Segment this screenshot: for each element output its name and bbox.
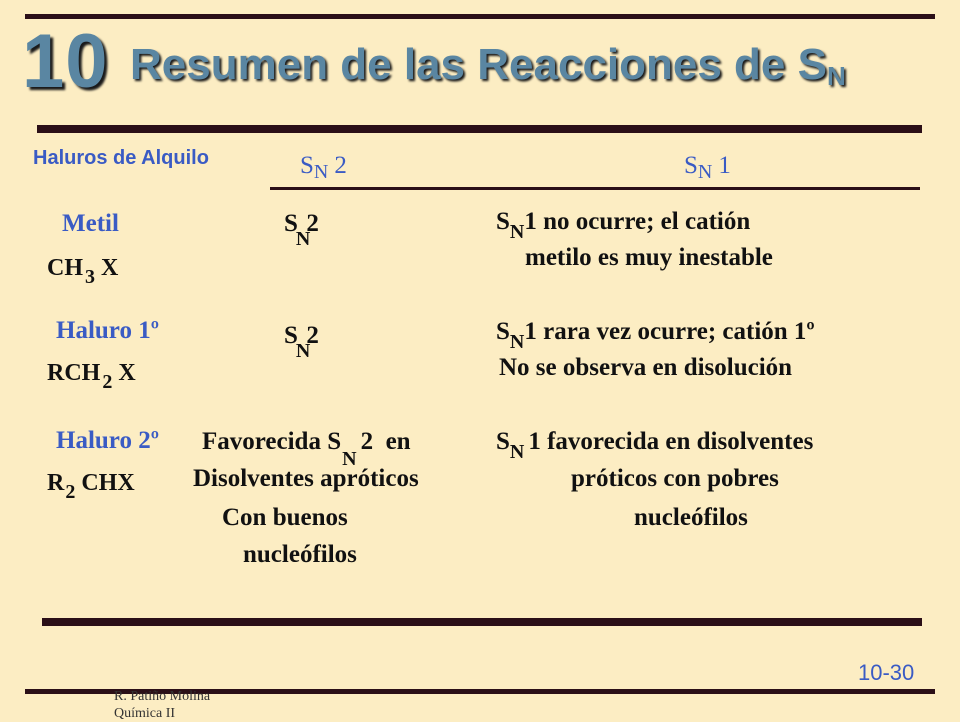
formula-base: CH xyxy=(47,255,83,281)
row-haluro2-sn1-line2: próticos con pobres xyxy=(571,465,779,492)
row-haluro2-sn1-line3: nucleófilos xyxy=(634,504,748,531)
header-rule-thick xyxy=(37,125,922,133)
formula-base: R xyxy=(47,470,65,496)
row-haluro1-sn1-line2: No se observa en disolución xyxy=(499,354,793,381)
header-sn1-s: S xyxy=(684,152,698,179)
row-metil-type: Metil xyxy=(62,210,119,237)
formula-subscript: 3 xyxy=(85,266,95,288)
sn1-sub: N xyxy=(509,331,525,353)
header-sn2-num: 2 xyxy=(334,152,347,179)
header-sn2-s: S xyxy=(300,152,314,179)
footer-course: Química II xyxy=(114,706,176,721)
sn1-sub: N xyxy=(509,221,525,243)
formula-tail: CHX xyxy=(81,470,135,496)
sn1-s: S xyxy=(496,318,510,345)
formula-subscript: 2 xyxy=(65,481,76,503)
bottom-rule-thick xyxy=(42,618,922,626)
row-haluro1-formula xyxy=(47,359,136,393)
column-header-category: Haluros de Alquilo xyxy=(33,147,209,169)
row-haluro2-sn2-line2: Disolventes apróticos xyxy=(193,465,419,492)
row-haluro2-sn2-line3: Con buenos xyxy=(222,504,348,531)
sn2-num: 2 xyxy=(306,322,319,349)
formula-base: RCH xyxy=(47,360,101,386)
sn2-s: S xyxy=(284,322,298,349)
footer-author: R. Patiño Molina xyxy=(114,689,211,704)
column-header-sn2 xyxy=(300,152,347,181)
row-metil-sn2 xyxy=(284,210,319,250)
row-metil-sn1-line1 xyxy=(496,208,751,243)
row-haluro1-type: Haluro 1º xyxy=(56,317,159,344)
chapter-number: 10 xyxy=(22,19,109,104)
sn1-s: S xyxy=(496,208,510,235)
row-haluro2-formula xyxy=(47,469,135,503)
formula-tail: X xyxy=(118,360,136,386)
header-sn1-sub: N xyxy=(697,161,713,183)
sn2-sub: N xyxy=(342,448,357,470)
sn1-text: 1 rara vez ocurre; catión 1º xyxy=(524,318,815,345)
row-metil-sn1-line2: metilo es muy inestable xyxy=(525,244,773,271)
sn2-post: 2 en xyxy=(360,428,411,455)
header-rule-thin xyxy=(270,187,920,190)
sn2-s: S xyxy=(284,210,298,237)
sn2-num: 2 xyxy=(306,210,319,237)
page-number: 10-30 xyxy=(858,660,915,685)
title-text: Resumen de las Reacciones de S xyxy=(130,40,827,89)
row-haluro2-sn2-line4: nucleófilos xyxy=(243,541,357,568)
sn1-sub: N xyxy=(509,441,525,463)
top-rule xyxy=(25,14,935,19)
title-subscript: N xyxy=(826,61,846,91)
formula-subscript: 2 xyxy=(102,371,113,393)
row-metil-formula xyxy=(47,254,119,288)
sn1-text: 1 favorecida en disolventes xyxy=(528,428,814,455)
row-haluro2-sn1-line1 xyxy=(496,428,814,463)
formula-tail: X xyxy=(101,255,119,281)
row-haluro2-sn2-line1 xyxy=(202,428,411,470)
row-haluro1-sn2 xyxy=(284,322,319,362)
row-haluro1-sn1-line1 xyxy=(496,318,815,353)
page-title xyxy=(130,40,846,90)
row-haluro2-type: Haluro 2º xyxy=(56,427,159,454)
sn1-text: 1 no ocurre; el catión xyxy=(524,208,751,235)
column-header-sn1 xyxy=(684,152,731,181)
sn1-s: S xyxy=(496,428,510,455)
sn2-sub: N xyxy=(295,228,311,250)
sn2-pre: Favorecida S xyxy=(202,428,342,455)
header-sn1-num: 1 xyxy=(718,152,731,179)
header-sn2-sub: N xyxy=(313,161,329,183)
sn2-sub: N xyxy=(295,340,311,362)
